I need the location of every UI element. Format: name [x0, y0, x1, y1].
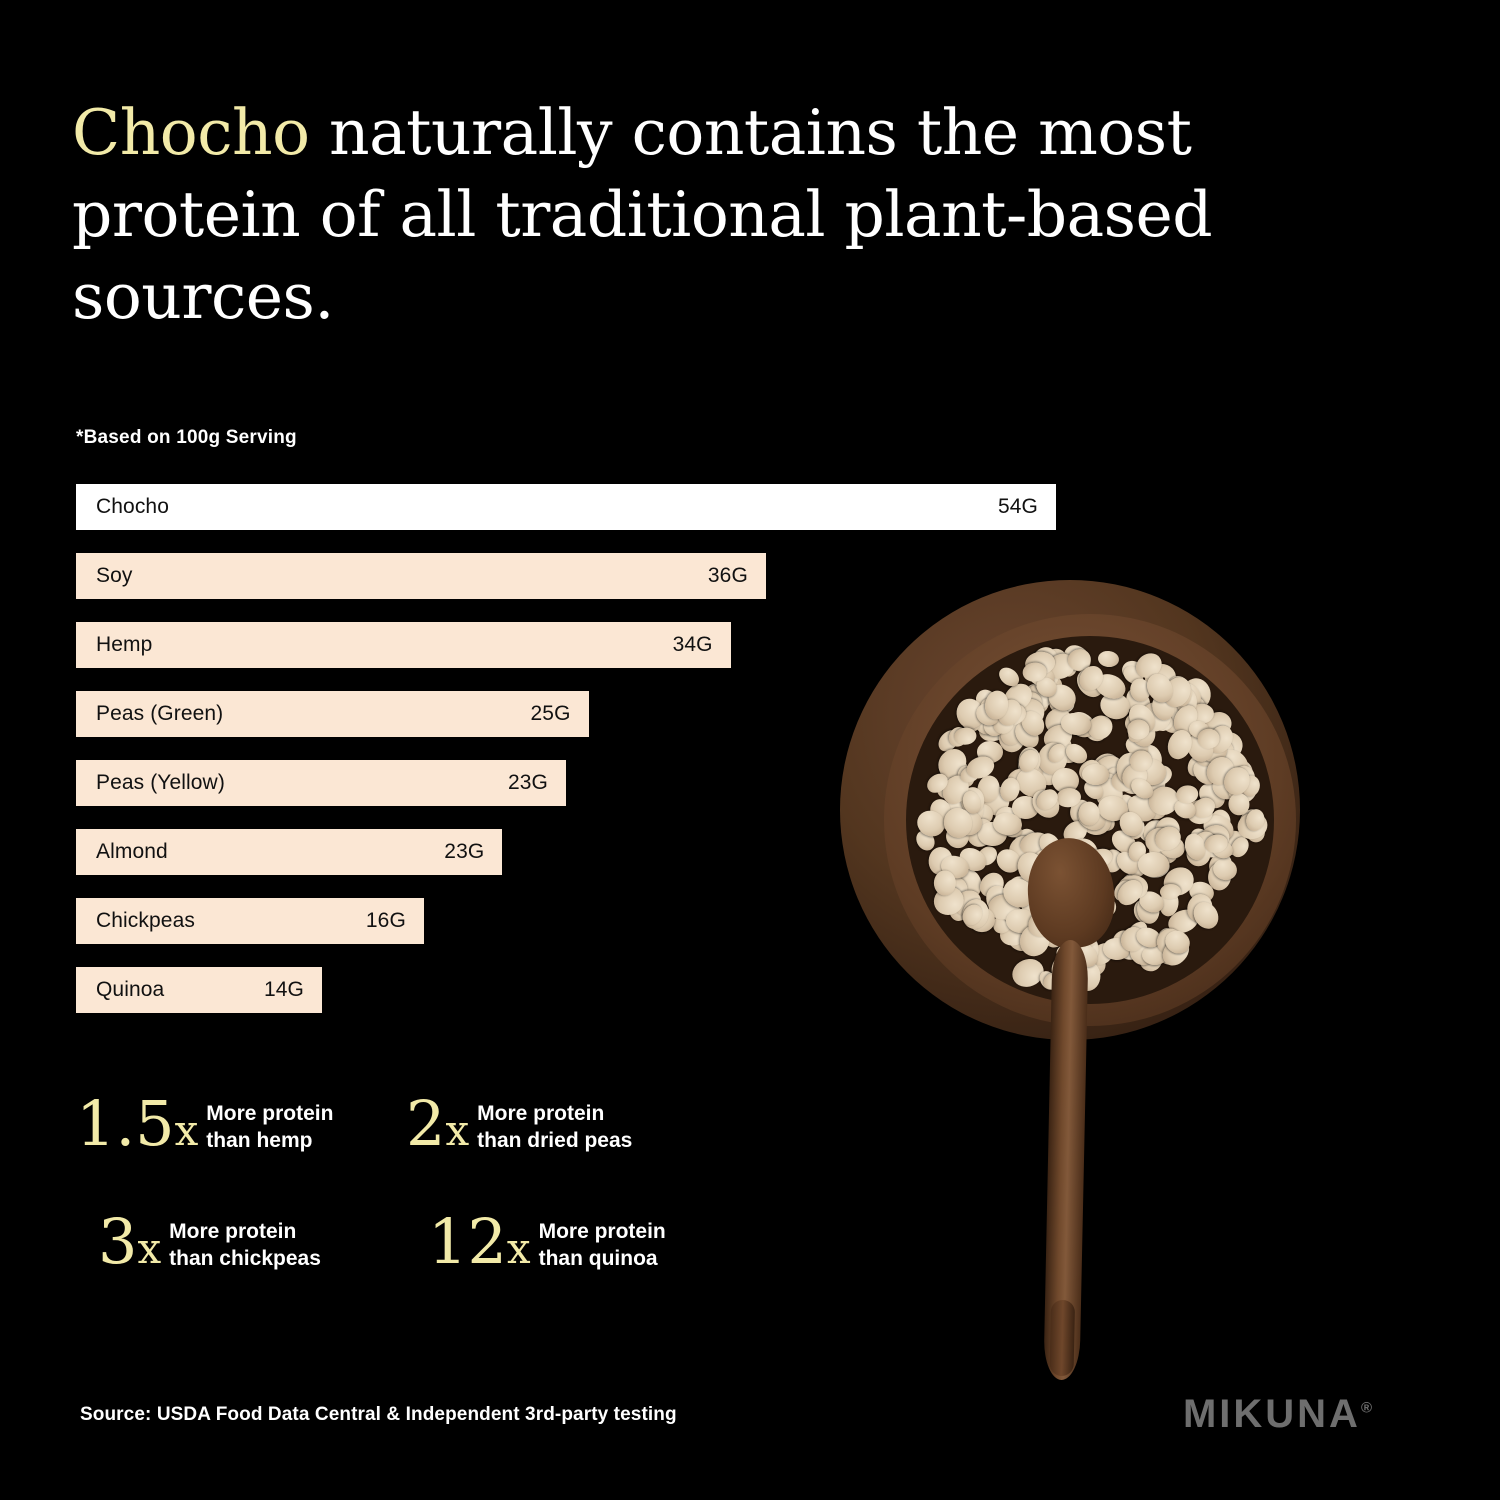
brand-name: MIKUNA	[1182, 1392, 1361, 1436]
stat-vs-quinoa	[428, 1204, 666, 1278]
bar-label: Quinoa	[96, 978, 165, 1001]
stat-multiplier-x: x	[506, 1223, 531, 1273]
chocho-bowl-photo	[820, 570, 1320, 1400]
bar-value: 25G	[530, 702, 571, 725]
headline-rest: naturally contains the most protein of all traditional plant-based sources.	[72, 96, 1213, 333]
bar-quinoa	[76, 967, 322, 1013]
bar-hemp	[76, 622, 731, 668]
stat-multiplier-number: 2	[406, 1087, 446, 1160]
stat-description	[477, 1101, 632, 1155]
bar-value: 54G	[998, 495, 1038, 518]
stat-multiplier-x: x	[137, 1223, 162, 1273]
stat-vs-hemp	[76, 1087, 406, 1160]
stat-description-line-2: than chickpeas	[169, 1246, 321, 1270]
stat-multiplier	[76, 1087, 199, 1160]
chocho-bean	[1138, 852, 1169, 877]
bar-chickpeas	[76, 898, 424, 944]
stat-multiplier-x: x	[445, 1106, 470, 1155]
headline-accent-word: Chocho	[72, 96, 310, 169]
bar-value: 36G	[707, 564, 748, 587]
stat-multiplier	[98, 1204, 162, 1278]
stat-description	[206, 1101, 333, 1155]
bar-label: Hemp	[96, 633, 153, 656]
stat-description-line-2: than quinoa	[538, 1246, 658, 1270]
bar-label: Peas (Yellow)	[96, 771, 225, 794]
bar-value: 16G	[365, 909, 406, 932]
bar-label: Almond	[96, 840, 168, 863]
bar-value: 23G	[444, 840, 485, 863]
table-row	[76, 484, 1056, 530]
stat-vs-dried-peas	[406, 1087, 633, 1160]
bar-value: 23G	[508, 771, 548, 794]
bar-value: 34G	[672, 633, 713, 656]
registered-trademark-icon: ®	[1360, 1399, 1372, 1417]
source-note: Source: USDA Food Data Central & Independent 3rd-party testing	[80, 1404, 677, 1425]
bar-label: Chocho	[96, 495, 169, 518]
bar-chocho	[76, 484, 1056, 530]
chocho-bean	[1160, 884, 1182, 900]
stat-multiplier-x: x	[174, 1106, 199, 1155]
bar-peas-yellow	[76, 760, 566, 806]
bar-soy	[76, 553, 766, 599]
stat-description-line-1: More protein	[477, 1102, 605, 1125]
stat-multiplier-number: 12	[428, 1204, 507, 1278]
bar-label: Soy	[96, 564, 133, 587]
stat-description	[169, 1219, 321, 1273]
stat-multiplier	[428, 1204, 531, 1278]
stat-multiplier-number: 1.5	[76, 1087, 175, 1160]
comparison-stats	[76, 1087, 716, 1331]
stat-multiplier-number: 3	[98, 1204, 138, 1278]
bar-peas-green	[76, 691, 589, 737]
bar-label: Peas (Green)	[96, 702, 224, 725]
stat-vs-chickpeas	[98, 1204, 428, 1278]
stat-description	[539, 1219, 666, 1273]
stat-description-line-2: than hemp	[206, 1128, 313, 1152]
chocho-bean	[1097, 650, 1120, 668]
bar-value: 14G	[263, 978, 304, 1001]
stat-description-line-1: More protein	[538, 1219, 666, 1243]
chart-serving-note: *Based on 100g Serving	[76, 427, 297, 448]
page-title	[72, 92, 1292, 338]
bar-label: Chickpeas	[96, 909, 195, 932]
stat-multiplier	[406, 1087, 470, 1160]
bowl-inner	[906, 636, 1274, 1004]
comparison-stats-row-2	[98, 1204, 716, 1278]
stat-description-line-1: More protein	[206, 1102, 334, 1125]
stat-description-line-1: More protein	[169, 1219, 297, 1243]
stat-description-line-2: than dried peas	[477, 1128, 633, 1152]
comparison-stats-row-1	[76, 1087, 716, 1160]
bar-almond	[76, 829, 502, 875]
